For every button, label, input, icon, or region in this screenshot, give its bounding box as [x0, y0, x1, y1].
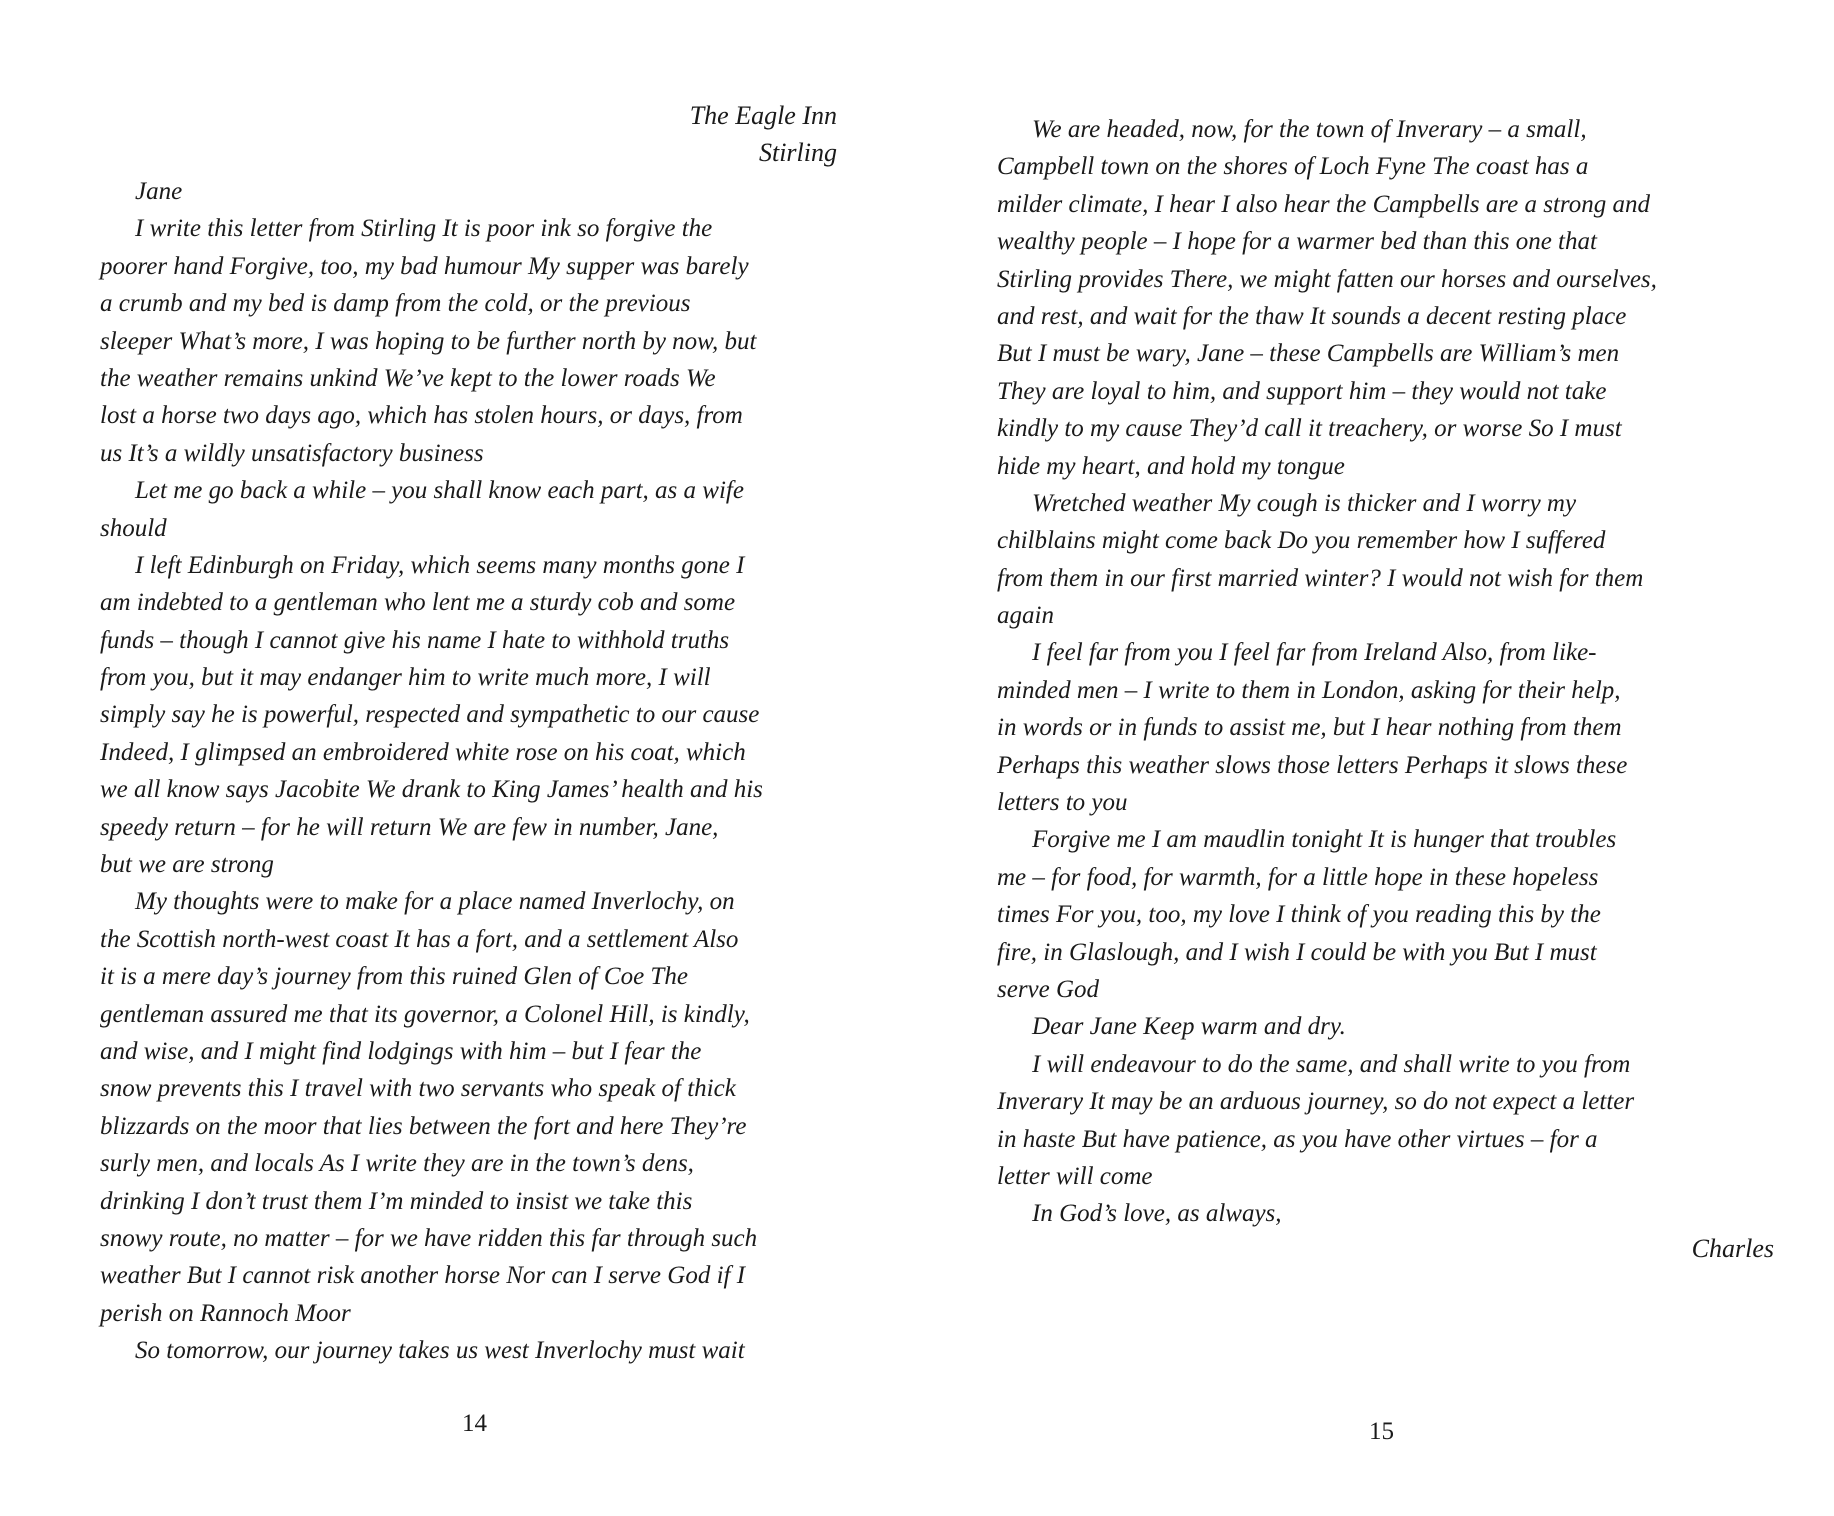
text-line: blizzards on the moor that lies between the fort and here They’re	[100, 1112, 747, 1140]
text-line: Jane	[135, 178, 183, 205]
address-line: The Eagle Inn	[689, 101, 837, 130]
text-line: So tomorrow, our journey takes us west Inverlochy must wait	[135, 1337, 745, 1365]
text-line: They are loyal to him, and support him – they would not take	[997, 377, 1607, 405]
text-line: funds – though I cannot give his name I hate to withhold truths	[100, 626, 730, 654]
text-line: should	[100, 514, 167, 542]
text-line: fire, in Glaslough, and I wish I could be with you But I must	[997, 938, 1597, 966]
text-line: gentleman assured me that its governor, a Colonel Hill, is kindly,	[100, 1000, 750, 1028]
text-line: letters to you	[997, 789, 1128, 817]
page-number: 15	[1369, 1418, 1394, 1445]
text-line: from you, but it may endanger him to write much more, I will	[100, 664, 711, 692]
text-line: the Scottish north-west coast It has a fort, and a settlement Also	[100, 925, 739, 953]
text-line: milder climate, I hear I also hear the Campbells are a strong and	[997, 190, 1650, 218]
text-line: But I must be wary, Jane – these Campbells are William’s men	[997, 340, 1620, 368]
right-page	[917, 0, 1834, 1516]
text-line: Inverary It may be an arduous journey, so do not expect a letter	[997, 1088, 1635, 1116]
text-line: a crumb and my bed is damp from the cold, or the previous	[100, 290, 691, 318]
text-line: Indeed, I glimpsed an embroidered white rose on his coat, which	[100, 738, 746, 766]
text-line: but we are strong	[100, 851, 274, 879]
letter-signature: Charles	[1691, 1234, 1774, 1263]
text-line: snowy route, no matter – for we have ridden this far through such	[100, 1224, 758, 1252]
text-line: and rest, and wait for the thaw It sounds a decent resting place	[997, 302, 1627, 330]
right-page-body	[997, 111, 1657, 1233]
text-line: from them in our first married winter? I would not wish for them	[997, 564, 1644, 592]
text-line: us It’s a wildly unsatisfactory business	[100, 439, 484, 467]
left-page-body	[100, 173, 763, 1370]
text-line: the weather remains unkind We’ve kept to the lower roads We	[100, 364, 716, 392]
page-number: 14	[462, 1410, 487, 1437]
text-line: weather But I cannot risk another horse Nor can I serve God if I	[100, 1262, 746, 1290]
letter-address	[690, 97, 837, 171]
text-line: I feel far from you I feel far from Ireland Also, from like-	[1032, 639, 1597, 667]
text-line: My thoughts were to make for a place named Inverlochy, on	[135, 888, 735, 916]
text-line: I left Edinburgh on Friday, which seems many months gone I	[135, 551, 745, 579]
text-line: snow prevents this I travel with two servants who speak of thick	[100, 1075, 736, 1103]
text-line: simply say he is powerful, respected and sympathetic to our cause	[100, 701, 760, 729]
text-line: letter will come	[997, 1162, 1153, 1190]
text-line: am indebted to a gentleman who lent me a sturdy cob and some	[100, 589, 736, 617]
text-line: chilblains might come back Do you remember how I suffered	[997, 527, 1606, 555]
text-line: Perhaps this weather slows those letters Perhaps it slows these	[997, 751, 1628, 779]
text-line: serve God	[997, 975, 1100, 1003]
text-line: me – for food, for warmth, for a little hope in these hopeless	[997, 863, 1599, 891]
address-line: Stirling	[758, 138, 837, 167]
text-line: hide my heart, and hold my tongue	[997, 452, 1345, 480]
text-line: again	[997, 602, 1054, 630]
text-line: drinking I don’t trust them I’m minded to insist we take this	[100, 1187, 693, 1215]
text-line: it is a mere day’s journey from this ruined Glen of Coe The	[100, 963, 688, 991]
text-line: lost a horse two days ago, which has stolen hours, or days, from	[100, 402, 743, 430]
text-line: in haste But have patience, as you have other virtues – for a	[997, 1125, 1598, 1153]
text-line: Stirling provides There, we might fatten our horses and ourselves,	[997, 265, 1657, 293]
text-line: sleeper What’s more, I was hoping to be further north by now, but	[100, 327, 757, 355]
text-line: Forgive me I am maudlin tonight It is hunger that troubles	[1032, 826, 1617, 854]
text-line: Wretched weather My cough is thicker and I worry my	[1032, 489, 1577, 517]
text-line: times For you, too, my love I think of you reading this by the	[997, 901, 1601, 929]
text-line: we all know says Jacobite We drank to King James’ health and his	[100, 776, 763, 804]
text-line: Let me go back a while – you shall know each part, as a wife	[135, 477, 744, 505]
text-line: perish on Rannoch Moor	[100, 1299, 351, 1327]
text-line: minded men – I write to them in London, asking for their help,	[997, 676, 1621, 704]
text-line: speedy return – for he will return We are few in number, Jane,	[100, 813, 719, 841]
text-line: in words or in funds to assist me, but I hear nothing from them	[997, 714, 1622, 742]
text-line: I write this letter from Stirling It is poor ink so forgive the	[135, 215, 713, 243]
text-line: and wise, and I might find lodgings with him – but I fear the	[100, 1037, 702, 1065]
text-line: kindly to my cause They’d call it treachery, or worse So I must	[997, 415, 1622, 443]
text-line: In God’s love, as always,	[1032, 1200, 1282, 1228]
text-line: wealthy people – I hope for a warmer bed than this one that	[997, 228, 1597, 256]
text-line: surly men, and locals As I write they are in the town’s dens,	[100, 1150, 694, 1178]
text-line: We are headed, now, for the town of Inverary – a small,	[1032, 116, 1587, 143]
text-line: Dear Jane Keep warm and dry.	[1032, 1013, 1346, 1041]
text-line: poorer hand Forgive, too, my bad humour My supper was barely	[100, 252, 749, 280]
text-line: I will endeavour to do the same, and shall write to you from	[1032, 1050, 1631, 1078]
text-line: Campbell town on the shores of Loch Fyne The coast has a	[997, 153, 1589, 181]
